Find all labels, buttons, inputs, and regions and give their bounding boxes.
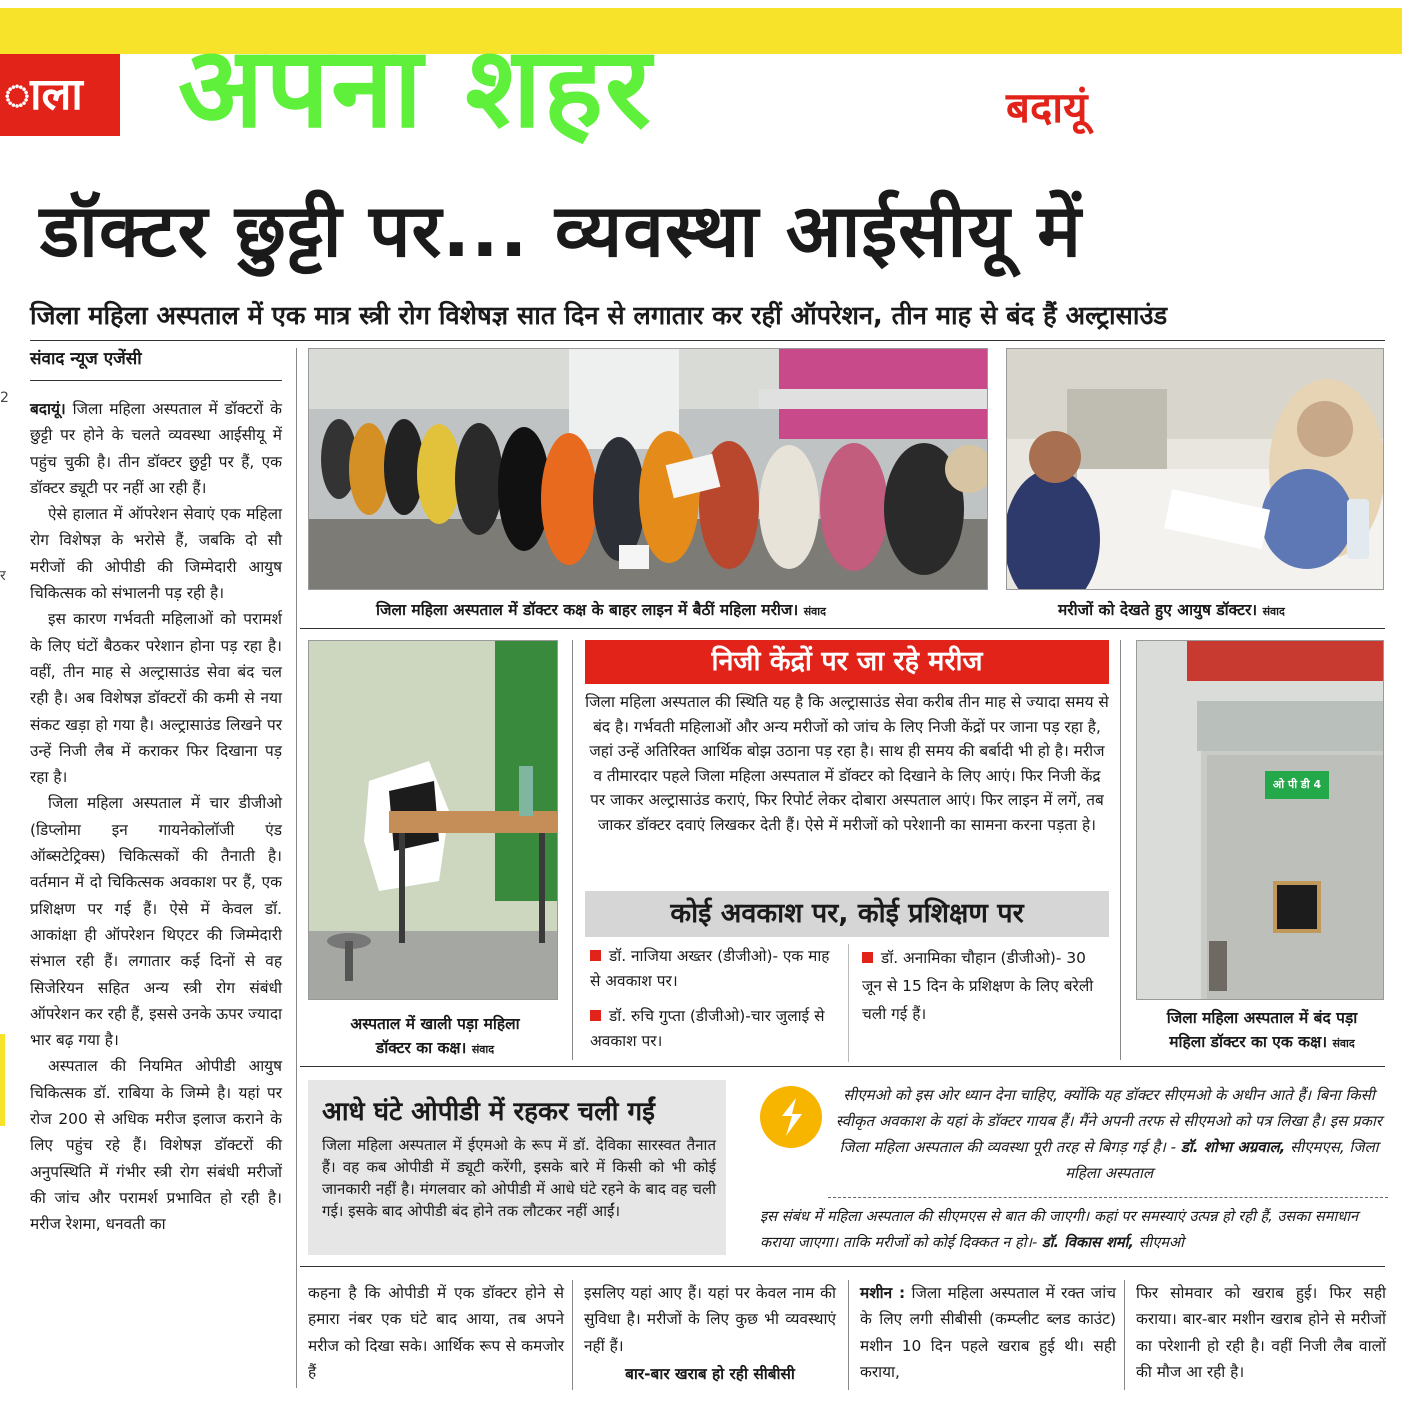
mid-rule xyxy=(300,1066,1385,1067)
queue-photo-illustration xyxy=(309,349,988,590)
bottom-column-1: कहना है कि ओपीडी में एक डॉक्टर होने से हमारा नंबर एक घंटे बाद आया, तब अपने मरीज को दिखा सके। आर्थिक रूप से कमजोर हैं xyxy=(308,1284,564,1381)
closed-door-illustration xyxy=(1137,641,1384,1000)
column-rule xyxy=(1124,1280,1125,1390)
bottom-column-3: मशीन : जिला महिला अस्पताल में रक्त जांच के लिए लगी सीबीसी (कम्प्लीट ब्लड काउंट) मशीन 10 दिन पहले खराब हुई थी। सही कराया, xyxy=(860,1284,1116,1381)
doctor-photo xyxy=(1006,348,1384,590)
quote-divider xyxy=(828,1197,1388,1198)
leave-divider xyxy=(848,944,849,1062)
opd-door-sign: ओ पी डी 4 xyxy=(1272,778,1322,791)
photo-credit: संवाद xyxy=(803,605,826,618)
cms-quote: सीएमओ को इस ओर ध्यान देना चाहिए, क्योंकि यह डॉक्टर सीएमओ के अधीन आते हैं। बिना किसी स्वीकृत अवकाश के यहां के डॉक्टर गायब हैं। मैंने अपनी तरफ से सीएमओ को पत्र लिखा है। इस प्रकार जिला महिला अस्पताल की व्यवस्था पूरी तरह से बिगड़ गई है। - डॉ. शोभा अग्रवाल, सीएमएस, जिला महिला अस्पताल xyxy=(835,1086,1383,1182)
opd-box-title: आधे घंटे ओपीडी में रहकर चली गईं xyxy=(322,1097,655,1127)
leave-item: डॉ. नाजिया अख्तर (डीजीओ)- एक माह से अवकाश पर। xyxy=(590,947,830,990)
headline: डॉक्टर छुट्टी पर... व्यवस्था आईसीयू में xyxy=(40,189,1082,274)
empty-room-photo xyxy=(308,640,558,1000)
queue-photo xyxy=(308,348,988,590)
empty-room-illustration xyxy=(309,641,558,1000)
cms-name: डॉ. शोभा अग्रवाल, xyxy=(1180,1138,1286,1156)
section-tag: ाला xyxy=(0,54,120,136)
quote-icon-glyph xyxy=(760,1086,822,1148)
bottom-column-2: इसलिए यहां आए हैं। यहां पर केवल नाम की सुविधा है। मरीजों के लिए कुछ भी व्यवस्थाएं नहीं हैं। बार-बार खराब हो रही सीबीसी xyxy=(584,1280,836,1387)
private-centres-text: जिला महिला अस्पताल की स्थिति यह है कि अल्ट्रासाउंड सेवा करीब तीन माह से ज्यादा समय से बंद है। गर्भवती महिलाओं और अन्य मरीजों को जांच के लिए निजी केंद्रों पर जाना पड़ रहा है, जहां उन्हें अतिरिक्त आर्थिक बोझ उठाना पड़ रहा है। साथ ही समय की बर्बादी भी हो है। मरीज व तीमारदार पहले जिला महिला अस्पताल में डॉक्टर को दिखाने के लिए आएं। फिर निजी केंद्र पर जाकर अल्ट्रासाउंड कराएं, फिर रिपोर्ट लेकर दोबारा अस्पताल आएं। फिर लाइन में लगें, तब जाकर डॉक्टर दवाएं लिखकर देती हैं। ऐसे में मरीजों को परेशानी का सामना करना पड़ता हे। xyxy=(585,693,1109,834)
private-centres-title: निजी केंद्रों पर जा रहे मरीज xyxy=(585,640,1109,684)
article-paragraph: जिला महिला अस्पताल में चार डीजीओ (डिप्लोमा इन गायनेकोलॉजी एंड ऑब्सटेट्रिक्स) चिकित्सकों की तैनाती है। वर्तमान में दो चिकित्सक अवकाश पर हैं, एक प्रशिक्षण पर गई हैं। ऐसे में केवल डॉ. आकांक्षा ही ऑपरेशन थिएटर की जिम्मेदारी संभाल रही हैं। लगातार कई दिनों से वह सिजेरियन सहित अन्य स्त्री रोग संबंधी ऑपरेशन कर रही हैं, इससे उनके ऊपर ज्यादा भार बढ़ गया है। xyxy=(30,794,282,1050)
city-name: बदायूं xyxy=(1006,83,1088,132)
bullet-square-icon xyxy=(590,1010,601,1021)
article-paragraph: अस्पताल की नियमित ओपीडी आयुष चिकित्सक डॉ. राबिया के जिम्मे है। यहां पर रोज 200 से अधिक मरीज इलाज कराने के लिए पहुंच रहे हैं। विशेषज्ञ डॉक्टरों की अनुपस्थिति में गंभीर स्त्री रोग संबंधी मरीजों की जांच और परामर्श प्रभावित हो रही है। मरीज रेशमा, धनवती का xyxy=(30,1057,282,1234)
dateline: बदायूं। xyxy=(30,400,66,418)
section-title: अपना शहर xyxy=(178,23,653,153)
article-body-left xyxy=(30,396,282,1238)
column-rule xyxy=(572,640,573,1060)
column-rule xyxy=(296,348,297,1388)
column-rule xyxy=(848,1280,849,1390)
column-rule xyxy=(572,1280,573,1390)
byline-rule xyxy=(30,380,282,381)
column-rule xyxy=(1120,640,1121,1060)
cbc-subhead: बार-बार खराब हो रही सीबीसी xyxy=(625,1364,795,1383)
bullet-square-icon xyxy=(862,952,873,963)
edge-mark: र xyxy=(0,568,6,584)
bottom-column-4: फिर सोमवार को खराब हुई। फिर सही कराया। बार-बार मशीन खराब होने से मरीजों का परेशानी हो रही है। वहीं निजी लैब वालों की मौज आ रही है। xyxy=(1136,1284,1386,1381)
article-paragraph: बदायूं। जिला महिला अस्पताल में डॉक्टरों के छुट्टी पर होने के चलते व्यवस्था आईसीयू में पहुंच चुकी है। तीन डॉक्टर छुट्टी पर हैं, एक डॉक्टर ड्यूटी पर नहीं आ रही हैं। xyxy=(30,400,282,497)
lower-rule xyxy=(300,1266,1385,1267)
leave-box-title: कोई अवकाश पर, कोई प्रशिक्षण पर xyxy=(585,891,1109,937)
photo-row-rule xyxy=(300,628,1385,629)
article-paragraph: इस कारण गर्भवती महिलाओं को परामर्श के लिए घंटों बैठकर परेशान होना पड़ रहा है। वहीं, तीन माह से अल्ट्रासाउंड सेवा बंद चल रही है। अब विशेषज्ञ डॉक्टरों की कमी से नया संकट खड़ा हो गया है। अल्ट्रासाउंड लिखने पर उन्हें निजी लैब में कराकर फिर दिखाना पड़ रहा है। xyxy=(30,610,282,787)
edge-bar xyxy=(0,1034,5,1126)
closed-door-caption: जिला महिला अस्पताल में बंद पड़ा महिला डॉक्टर का एक कक्ष। संवाद xyxy=(1166,1009,1358,1051)
doctor-photo-caption: मरीजों को देखते हुए आयुष डॉक्टर। संवाद xyxy=(1058,601,1285,619)
quote-icon xyxy=(760,1086,822,1148)
cmo-name: डॉ. विकास शर्मा, xyxy=(1041,1234,1134,1251)
byline: संवाद न्यूज एजेंसी xyxy=(30,349,142,369)
queue-photo-caption: जिला महिला अस्पताल में डॉक्टर कक्ष के बाहर लाइन में बैठीं महिला मरीज। संवाद xyxy=(376,601,826,619)
cmo-quote: इस संबंध में महिला अस्पताल की सीएमएस से बात की जाएगी। कहां पर समस्याएं उत्पन्न हो रही हैं, उसका समाधान कराया जाएगा। ताकि मरीजों को कोई दिक्कत न हो।- डॉ. विकास शर्मा, सीएमओ xyxy=(760,1208,1359,1251)
subhead-rule xyxy=(30,340,1385,341)
cms-role: सीएमएस, जिला महिला अस्पताल xyxy=(1064,1138,1379,1182)
bullet-square-icon xyxy=(590,950,601,961)
photo-credit: संवाद xyxy=(471,1043,495,1056)
closed-door-photo xyxy=(1136,640,1384,1000)
leave-item: डॉ. रुचि गुप्ता (डीजीओ)-चार जुलाई से अवकाश पर। xyxy=(590,1007,825,1050)
machine-lead: मशीन : xyxy=(860,1284,906,1302)
opd-box-text: जिला महिला अस्पताल में ईएमओ के रूप में डॉ. देविका सारस्वत तैनात हैं। वह कब ओपीडी में ड्यूटी करेंगी, इसके बारे में किसी को भी कोई जानकारी नहीं है। मंगलवार को ओपीडी में आधे घंटे रहने के बाद वह चली गई। इसके बाद ओपीडी बंद होने तक लौटकर नहीं आईं। xyxy=(322,1136,716,1220)
leave-item: डॉ. अनामिका चौहान (डीजीओ)- 30 जून से 15 दिन के प्रशिक्षण के लिए बरेली चली गई हैं। xyxy=(862,949,1094,1023)
cmo-role: सीएमओ xyxy=(1138,1234,1184,1251)
edge-mark: 2 xyxy=(0,390,9,406)
doctor-photo-illustration xyxy=(1007,349,1384,590)
article-paragraph: ऐसे हालात में ऑपरेशन सेवाएं एक महिला रोग विशेषज्ञ के भरोसे हैं, जबकि दो सौ मरीजों की ओपीडी की जिम्मेदारी आयुष चिकित्सक को संभालनी पड़ रही है। xyxy=(30,505,282,603)
photo-credit: संवाद xyxy=(1332,1037,1355,1050)
photo-credit: संवाद xyxy=(1262,605,1285,618)
empty-room-caption: अस्पताल में खाली पड़ा महिला डॉक्टर का कक्ष। संवाद xyxy=(350,1015,520,1057)
subheadline: जिला महिला अस्पताल में एक मात्र स्त्री रोग विशेषज्ञ सात दिन से लगातार कर रहीं ऑपरेशन, तीन माह से बंद हैं अल्ट्रासाउंड xyxy=(30,301,1168,331)
